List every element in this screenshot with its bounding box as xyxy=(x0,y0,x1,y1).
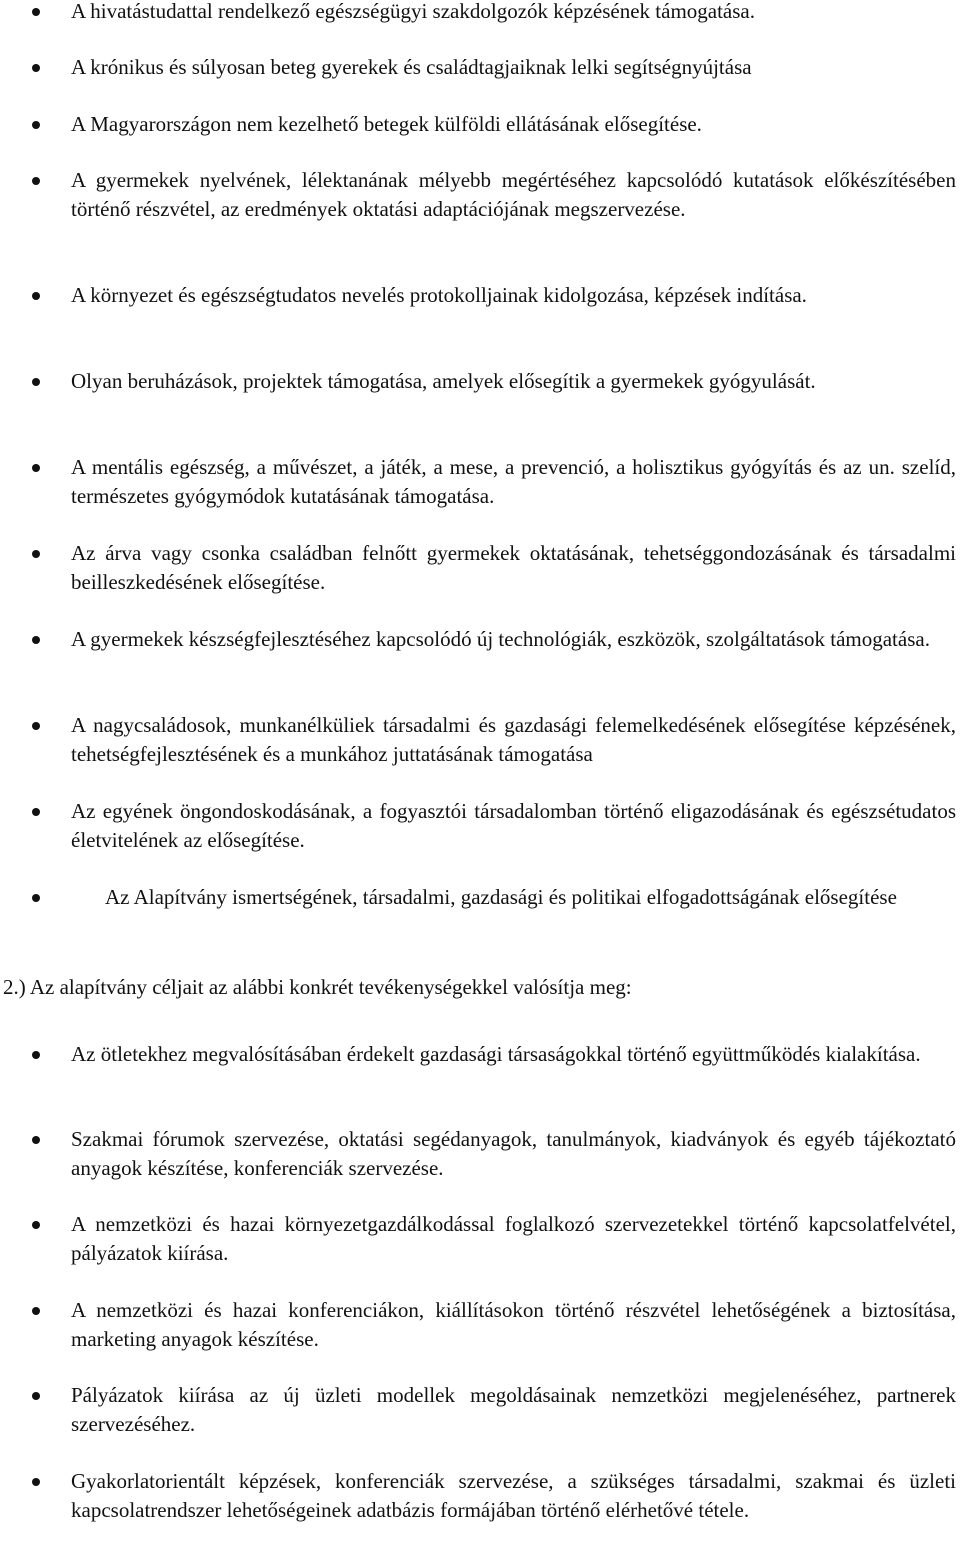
list-item-text: Olyan beruházások, projektek támogatása, amelyek elősegítik a gyermekek gyógyulását. xyxy=(71,369,816,393)
bullet-icon xyxy=(32,464,40,472)
list-item-text: A gyermekek nyelvének, lélektanának mélyebb megértéséhez kapcsolódó kutatások előkészítésében történő részvétel, az eredmények oktatási adaptációjának megszervezése. xyxy=(71,168,956,221)
bullet-icon xyxy=(32,1136,40,1144)
list-item-text: A hivatástudattal rendelkező egészségügyi szakdolgozók képzésének támogatása. xyxy=(71,0,755,23)
list-item-text: Az egyének öngondoskodásának, a fogyasztói társadalomban történő eligazodásának és egészsétudatos életvitelének az elősegítése. xyxy=(71,799,956,852)
list-item-text: A környezet és egészségtudatos nevelés protokolljainak kidolgozása, képzések indítása. xyxy=(71,283,807,307)
bullet-icon xyxy=(32,64,40,72)
bullet-icon xyxy=(32,378,40,386)
bullet-icon xyxy=(32,121,40,129)
list-item-text: Gyakorlatorientált képzések, konferenciák szervezése, a szükséges társadalmi, szakmai és üzleti kapcsolatrendszer lehetőségeinek adatbázis formájában történő elérhetővé tétele. xyxy=(71,1469,956,1522)
bullet-icon xyxy=(32,1051,40,1059)
list-item-text: Az Alapítvány ismertségének, társadalmi, gazdasági és politikai elfogadottságának elősegítése xyxy=(105,885,897,909)
section-heading: 2.) Az alapítvány céljait az alábbi konkrét tevékenységekkel valósítja meg: xyxy=(3,975,632,999)
bullet-icon xyxy=(32,292,40,300)
list-item-text: A krónikus és súlyosan beteg gyerekek és családtagjaiknak lelki segítségnyújtása xyxy=(71,55,752,79)
list-item-text: A gyermekek készségfejlesztéséhez kapcsolódó új technológiák, eszközök, szolgáltatások támogatása. xyxy=(71,627,930,651)
bullet-icon xyxy=(32,1307,40,1315)
list-item-text: Az ötletekhez megvalósításában érdekelt gazdasági társaságokkal történő együttműködés kialakítása. xyxy=(71,1042,921,1066)
bullet-icon xyxy=(32,177,40,185)
bullet-icon xyxy=(32,636,40,644)
bullet-icon xyxy=(32,8,40,16)
bullet-icon xyxy=(32,894,40,902)
list-item-text: A nemzetközi és hazai konferenciákon, kiállításokon történő részvétel lehetőségének a biztosítása, marketing anyagok készítése. xyxy=(71,1298,956,1351)
list-item-text: A nagycsaládosok, munkanélküliek társadalmi és gazdasági felemelkedésének elősegítése képzésének, tehetségfejlesztésének és a munkához juttatásának támogatása xyxy=(71,713,956,766)
list-item-text: Pályázatok kiírása az új üzleti modellek megoldásainak nemzetközi megjelenéséhez, partnerek szervezéséhez. xyxy=(71,1383,956,1436)
bullet-icon xyxy=(32,808,40,816)
bullet-icon xyxy=(32,722,40,730)
list-item-text: Az árva vagy csonka családban felnőtt gyermekek oktatásának, tehetséggondozásának és társadalmi beilleszkedésének elősegítése. xyxy=(71,541,956,594)
list-item-text: Szakmai fórumok szervezése, oktatási segédanyagok, tanulmányok, kiadványok és egyéb tájékoztató anyagok készítése, konferenciák szervezése. xyxy=(71,1127,956,1180)
bullet-icon xyxy=(32,1478,40,1486)
list-item-text: A mentális egészség, a művészet, a játék, a mese, a prevenció, a holisztikus gyógyítás és az un. szelíd, természetes gyógymódok kutatásának támogatása. xyxy=(71,455,956,508)
list-item-text: A nemzetközi és hazai környezetgazdálkodással foglalkozó szervezetekkel történő kapcsolatfelvétel, pályázatok kiírása. xyxy=(71,1212,956,1265)
list-item-text: A Magyarországon nem kezelhető betegek külföldi ellátásának elősegítése. xyxy=(71,112,702,136)
bullet-icon xyxy=(32,1392,40,1400)
bullet-icon xyxy=(32,550,40,558)
bullet-icon xyxy=(32,1221,40,1229)
